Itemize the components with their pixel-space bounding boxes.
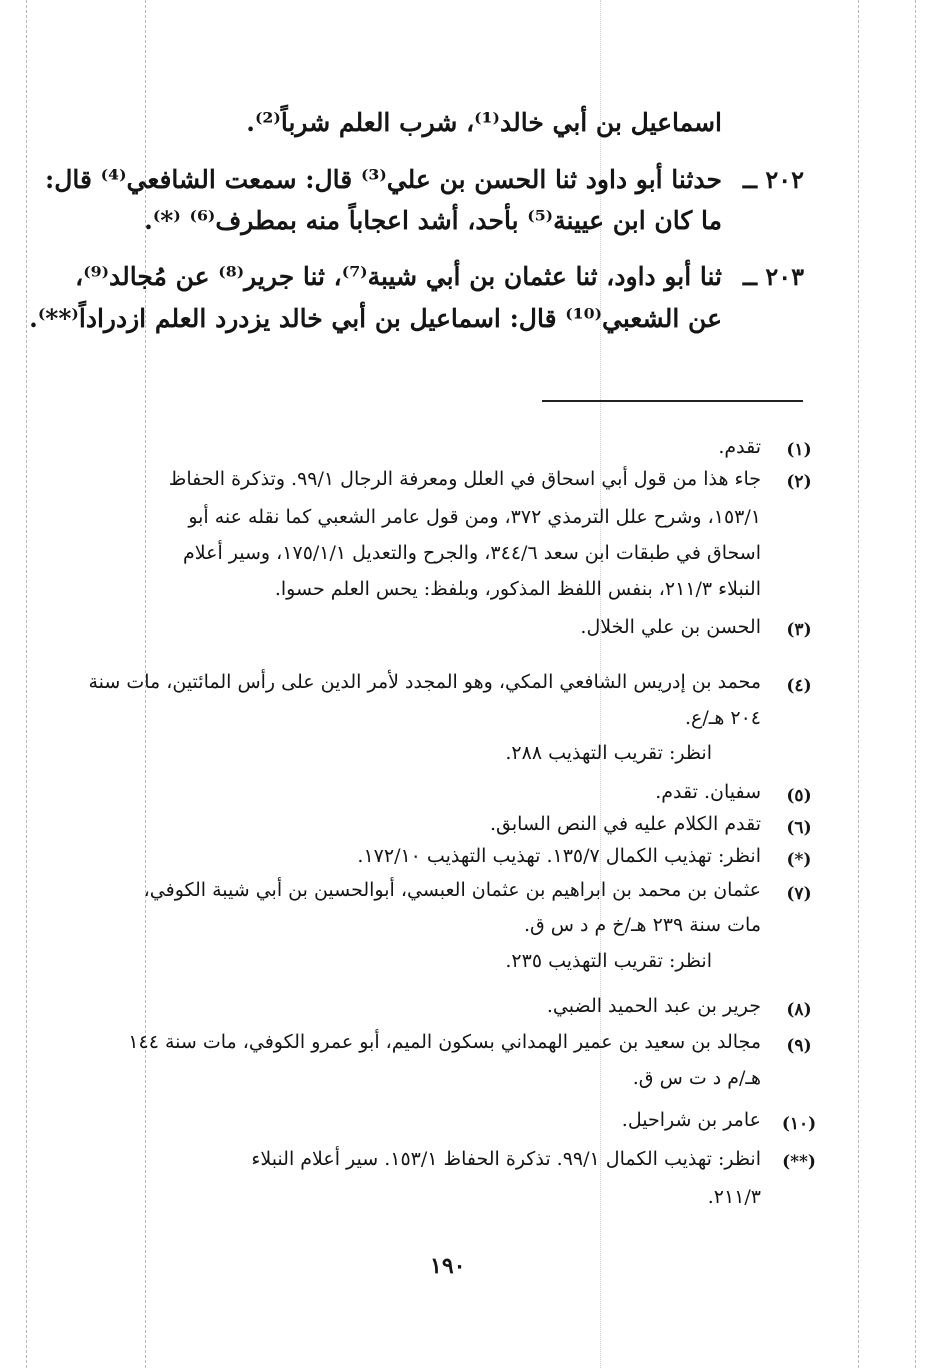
footnote-text: ١٥٣/١، وشرح علل الترمذي ٣٧٢، ومن قول عامر الشعبي كما نقله عنه أبو xyxy=(188,506,761,528)
footnote-text: هـ/م د ت س ق. xyxy=(632,1067,761,1089)
footnote-number: (٤) xyxy=(786,676,812,696)
footnote-number: (٥) xyxy=(786,786,812,806)
footnote-text: تقدم الكلام عليه في النص السابق. xyxy=(489,813,761,835)
footnote-number: (٨) xyxy=(786,1000,812,1020)
footnote-text: انظر: تقريب التهذيب ٢٨٨. xyxy=(505,742,712,764)
footnote-text: انظر: تقريب التهذيب ٢٣٥. xyxy=(505,950,712,972)
footnote-text: انظر: تهذيب الكمال ١٣٥/٧. تهذيب التهذيب ١٧٢/١٠. xyxy=(357,845,761,867)
footnote-number: (١٠) xyxy=(781,1114,817,1134)
entry-202-line-1: حدثنا أبو داود ثنا الحسن بن علي⁽³⁾ قال: سمعت الشافعي⁽⁴⁾ قال: xyxy=(45,165,722,194)
main-line-1: اسماعيل بن أبي خالد⁽¹⁾، شرب العلم شرباً⁽²⁾. xyxy=(246,108,722,137)
footnote-number: (١) xyxy=(786,440,812,460)
footnote-text: سفيان. تقدم. xyxy=(655,781,761,803)
footnote-number: (*) xyxy=(786,850,812,870)
footnote-text: محمد بن إدريس الشافعي المكي، وهو المجدد لأمر الدين على رأس المائتين، مات سنة xyxy=(88,671,761,693)
footnote-text: الحسن بن علي الخلال. xyxy=(580,616,761,638)
footnote-text: مجالد بن سعيد بن عمير الهمداني بسكون الميم، أبو عمرو الكوفي، مات سنة ١٤٤ xyxy=(128,1031,761,1053)
footnote-text: ٢١١/٣. xyxy=(707,1186,761,1208)
footnote-text: عثمان بن محمد بن ابراهيم بن عثمان العبسي، أبوالحسين بن أبي شيبة الكوفي، xyxy=(143,879,761,901)
page-number: ١٩٠ xyxy=(430,1253,466,1279)
footnote-separator xyxy=(542,400,803,402)
entry-202-number: ٢٠٢ ــ xyxy=(742,165,804,194)
footnote-number: (٩) xyxy=(786,1036,812,1056)
footnote-text: جرير بن عبد الحميد الضبي. xyxy=(546,995,761,1017)
entry-203-number: ٢٠٣ ــ xyxy=(742,262,804,291)
footnote-number: (٧) xyxy=(786,884,812,904)
entry-202-line-2: ما كان ابن عيينة⁽⁵⁾ بأحد، أشد اعجاباً منه بمطرف⁽⁶⁾ ⁽*⁾. xyxy=(144,206,722,235)
footnote-text: جاء هذا من قول أبي اسحاق في العلل ومعرفة الرجال ٩٩/١. وتذكرة الحفاظ xyxy=(168,468,761,490)
footnote-text: عامر بن شراحيل. xyxy=(621,1109,761,1131)
footnote-text: مات سنة ٢٣٩ هـ/خ م د س ق. xyxy=(523,914,761,936)
footnote-text: ٢٠٤ هـ/ع. xyxy=(684,707,761,729)
footnote-number: (**) xyxy=(782,1152,816,1172)
footnote-number: (٢) xyxy=(786,472,812,492)
footnote-text: اسحاق في طبقات ابن سعد ٣٤٤/٦، والجرح والتعديل ١٧٥/١/١، وسير أعلام xyxy=(183,542,761,564)
entry-203-line-2: عن الشعبي⁽¹⁰⁾ قال: اسماعيل بن أبي خالد يزدرد العلم ازدراداً⁽**⁾. xyxy=(29,304,722,333)
footnote-number: (٦) xyxy=(786,818,812,838)
entry-203-line-1: ثنا أبو داود، ثنا عثمان بن أبي شيبة⁽⁷⁾، ثنا جرير⁽⁸⁾ عن مُجالد⁽⁹⁾، xyxy=(75,262,722,291)
footnote-text: تقدم. xyxy=(718,436,761,458)
footnote-text: النبلاء ٢١١/٣، بنفس اللفظ المذكور، وبلفظ: يحس العلم حسوا. xyxy=(274,578,761,600)
footnote-text: انظر: تهذيب الكمال ٩٩/١. تذكرة الحفاظ ١٥٣/١. سير أعلام النبلاء xyxy=(251,1148,761,1170)
footnote-number: (٣) xyxy=(786,620,812,640)
